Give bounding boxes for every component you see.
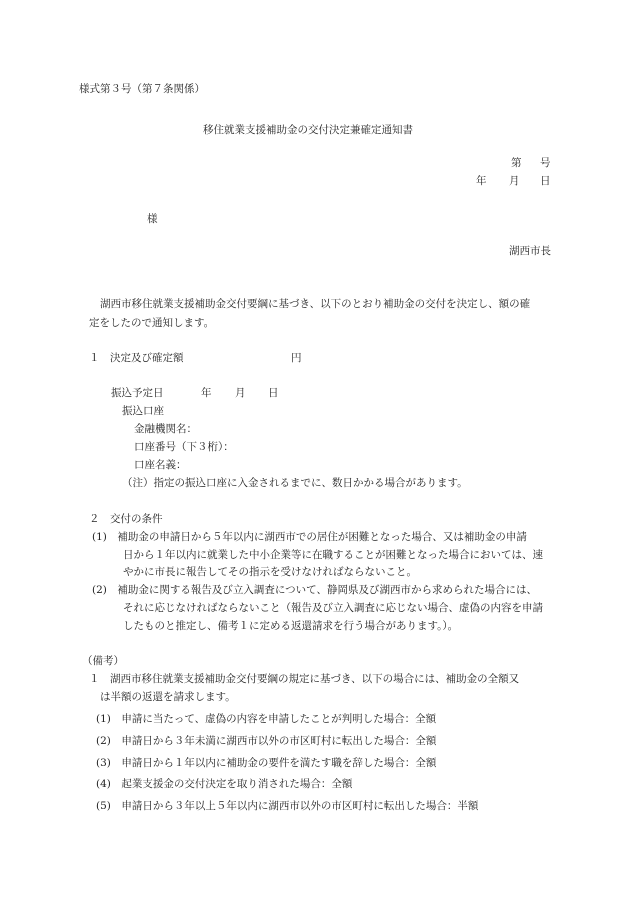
condition-1-line-3: やかに市長に報告してその指示を受けなければならないこと。 — [123, 566, 417, 578]
form-label: 様式第３号（第７条関係） — [79, 83, 205, 95]
date-year: 年 — [476, 175, 487, 187]
date-day: 日 — [540, 175, 551, 187]
bank-label: 金融機関名： — [134, 423, 197, 435]
remarks-1-line-2: は半額の返還を請求します。 — [100, 691, 236, 703]
account-number-label: 口座番号（下３桁）： — [134, 441, 234, 453]
condition-1-line-1: (1) 補助金の申請日から５年以内に湖西市での居住が困難となった場合、又は補助金の申請 — [92, 531, 527, 543]
document-title: 移住就業支援補助金の交付決定兼確定通知書 — [203, 124, 413, 136]
condition-2-line-2: それに応じなければならないこと（報告及び立入調査に応じない場合、虚偽の内容を申請 — [123, 602, 543, 614]
number-go: 号 — [540, 157, 551, 169]
remarks-sub-2: (2) 申請日から３年未満に湖西市以外の市区町村に転出した場合：全額 — [96, 735, 437, 747]
section1-label: １ 決定及び確定額 — [89, 352, 184, 364]
intro-line-1: 湖西市移住就業支援補助金交付要綱に基づき、以下のとおり補助金の交付を決定し、額の確 — [100, 298, 531, 310]
intro-line-2: 定をしたので通知します。 — [89, 317, 215, 329]
transfer-year: 年 — [201, 387, 212, 399]
remarks-sub-4: (4) 起業支援金の交付決定を取り消された場合：全額 — [96, 778, 353, 790]
section2-label: ２ 交付の条件 — [89, 513, 163, 525]
account-holder-label: 口座名義： — [134, 459, 187, 471]
remarks-sub-3: (3) 申請日から１年以内に補助金の要件を満たす職を辞した場合：全額 — [96, 757, 437, 769]
date-month: 月 — [509, 175, 520, 187]
transfer-day: 日 — [268, 387, 279, 399]
transfer-note: （注）指定の振込口座に入金されるまでに、数日かかる場合があります。 — [122, 477, 468, 489]
addressee-suffix: 様 — [147, 213, 158, 225]
condition-1-line-2: 日から１年以内に就業した中小企業等に在職することが困難となった場合においては、速 — [123, 549, 543, 561]
account-label: 振込口座 — [122, 405, 164, 417]
issuer: 湖西市長 — [509, 245, 551, 257]
section1-yen: 円 — [291, 352, 302, 364]
condition-2-line-1: (2) 補助金に関する報告及び立入調査について、静岡県及び湖西市から求められた場合には、 — [92, 584, 537, 596]
remarks-1-line-1: １ 湖西市移住就業支援補助金交付要綱の規定に基づき、以下の場合には、補助金の全額又 — [89, 673, 520, 685]
transfer-date-label: 振込予定日 — [111, 387, 164, 399]
condition-2-line-3: したものと推定し、備考１に定める返還請求を行う場合があります。）。 — [123, 620, 459, 632]
transfer-month: 月 — [235, 387, 246, 399]
number-dai: 第 — [511, 157, 522, 169]
remarks-sub-5: (5) 申請日から３年以上５年以内に湖西市以外の市区町村に転出した場合：半額 — [96, 800, 479, 812]
remarks-sub-1: (1) 申請に当たって、虚偽の内容を申請したことが判明した場合：全額 — [96, 713, 437, 725]
remarks-label: （備考） — [82, 655, 124, 667]
